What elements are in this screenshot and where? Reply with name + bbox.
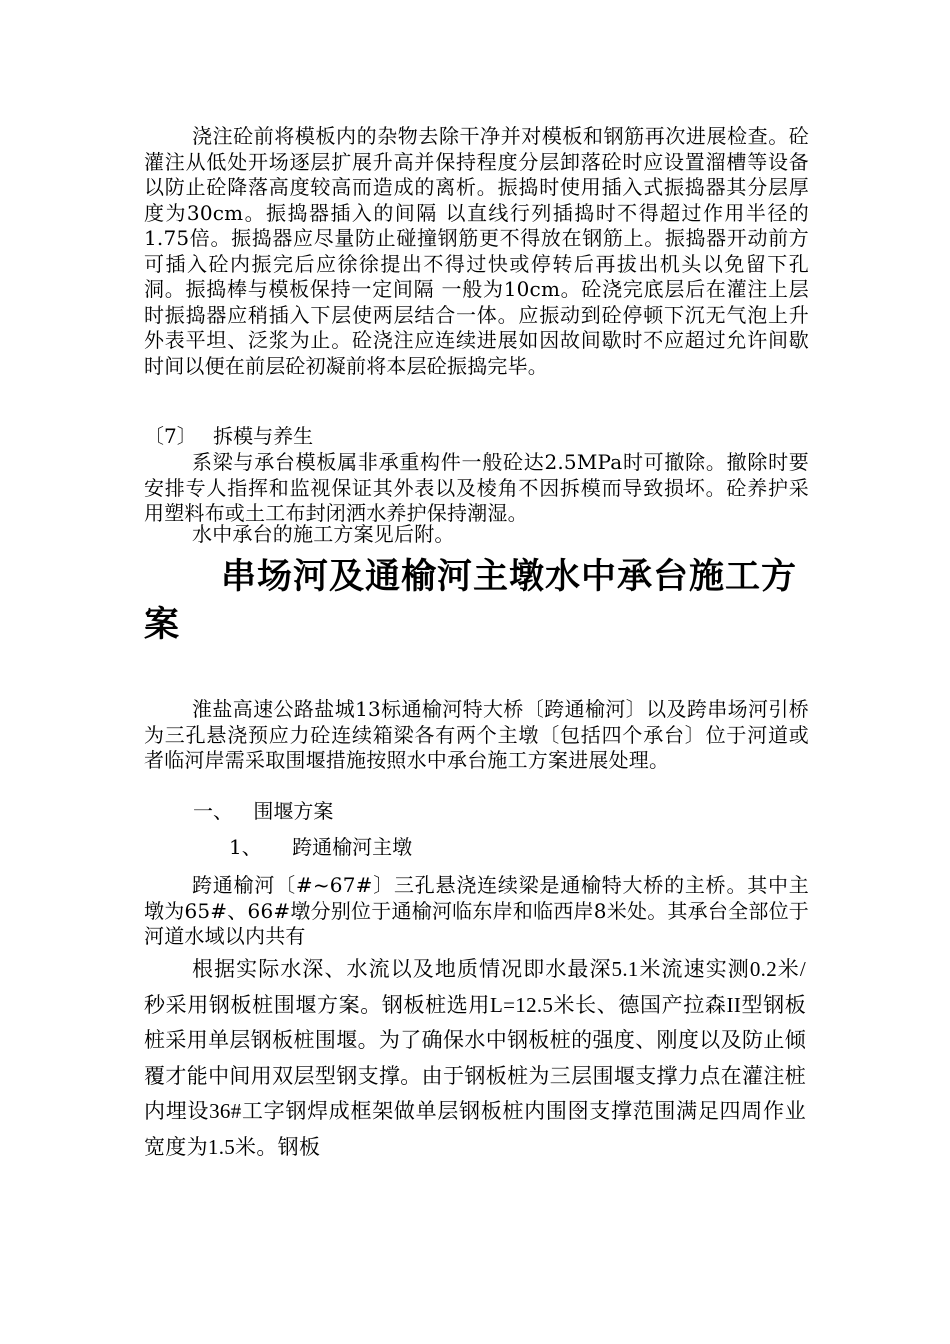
section-1-heading — [193, 799, 333, 824]
item-7-title: 拆模与养生 — [213, 424, 314, 448]
paragraph-project-overview: 淮盐高速公路盐城13标通榆河特大桥〔跨通榆河〕以及跨串场河引桥为三孔悬浇预应力砼连续箱梁各有两个主墩〔包括四个承台〕位于河道或者临河岸需采取围堰措施按照水中承台施工方案进展处理。 — [144, 697, 809, 772]
paragraph-concrete-pouring: 浇注砼前将模板内的杂物去除干净并对模板和钢筋再次进展检查。砼灌注从低处开场逐层扩展升高并保持程度分层卸落砼时应设置溜槽等设备以防止砼降落高度较高而造成的离析。振捣时使用插入式振捣器其分层厚度为30cm。振捣器插入的间隔 以直线行列插捣时不得超过作用半径的1.75倍。振捣器应尽量防止碰撞钢筋更不得放在钢筋上。振捣器开动前方可插入砼内振完后应徐徐提出不得过快或停转后再拔出机头以免留下孔洞。振捣棒与模板保持一定间隔 一般为10cm。砼浇完底层后在灌注上层时振捣器应稍插入下层使两层结合一体。应振动到砼停顿下沉无气泡上升外表平坦、泛浆为止。砼浇注应连续进展如因故间歇时不应超过允许间歇时间以便在前层砼初凝前将本层砼振捣完毕。 — [144, 124, 809, 378]
item-7-number: 〔7〕 — [144, 424, 197, 448]
paragraph-formwork-removal: 系梁与承台模板属非承重构件一般砼达2.5MPa时可撤除。撤除时要安排专人指挥和监视保证其外表以及棱角不因拆模而导致损坏。砼养护采用塑料布或土工布封闭洒水养护保持潮湿。 — [144, 450, 809, 525]
subsection-1-1-title: 跨通榆河主墩 — [292, 835, 413, 859]
section-1-title: 围堰方案 — [253, 799, 334, 823]
paragraph-see-appendix: 水中承台的施工方案见后附。 — [192, 522, 455, 546]
item-7-heading — [144, 424, 313, 449]
section-title: 串场河及通榆河主墩水中承台施工方案 — [144, 557, 798, 645]
paragraph-cofferdam-scheme: 根据实际水深、水流以及地质情况即水最深5.1米流速实测0.2米/秒采用钢板桩围堰方案。钢板桩选用L=12.5米长、德国产拉森II型钢板桩采用单层钢板桩围堰。为了确保水中钢板桩的强度、刚度以及防止倾覆才能中间用双层型钢支撑。由于钢板桩为三层围堰支撑力点在灌注桩内埋设36#工字钢焊成框架做单层钢板桩内围囹支撑范围满足四周作业宽度为1.5米。钢板 — [144, 957, 806, 1159]
subsection-1-1-heading — [229, 835, 412, 860]
subsection-1-1-number: 1、 — [229, 835, 262, 859]
paragraph-main-pier-location: 跨通榆河〔#~67#〕三孔悬浇连续梁是通榆特大桥的主桥。其中主墩为65#、66#墩分别位于通榆河临东岸和临西岸8米处。其承台全部位于河道水域以内共有 — [144, 873, 809, 948]
section-1-number: 一、 — [193, 799, 233, 823]
